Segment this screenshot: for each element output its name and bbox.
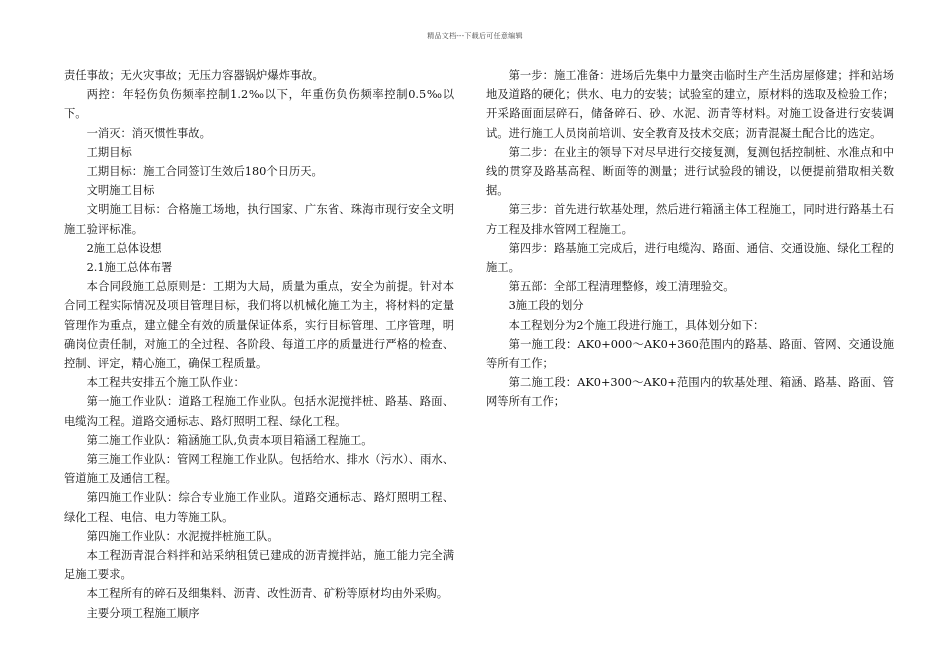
paragraph: 工期目标：施工合同签订生效后180个日历天。 bbox=[86, 165, 323, 179]
paragraph: 第二施工作业队：箱涵施工队,负责本项目箱涵工程施工。 bbox=[86, 433, 373, 447]
page-header: 精品文档---下载后可任意编辑 bbox=[427, 32, 523, 40]
paragraph: 主要分项工程施工顺序 bbox=[86, 606, 200, 620]
paragraph: 第二步：在业主的领导下对尽早进行交接复测，复测包括控制桩、水准点和中线的贯穿及路基高程、断面等的测量；进行试验段的铺设，以便提前猎取相关数据。 bbox=[486, 145, 894, 198]
paragraph: 本工程所有的碎石及细集料、沥青、改性沥青、矿粉等原材均由外采购。 bbox=[86, 587, 449, 601]
paragraph: 第一施工作业队：道路工程施工作业队。包括水泥搅拌桩、路基、路面、电缆沟工程。道路交通标志、路灯照明工程、绿化工程。 bbox=[64, 395, 454, 428]
paragraph: 第五部：全部工程清理整修，竣工清理验交。 bbox=[508, 280, 735, 294]
paragraph: 本工程共安排五个施工队作业： bbox=[86, 376, 245, 390]
paragraph: 本工程划分为2个施工段进行施工，具体划分如下： bbox=[508, 318, 765, 332]
paragraph: 第一施工段：AK0+000～AK0+360范围内的路基、路面、管网、交通设施等所有工作； bbox=[486, 337, 894, 371]
paragraph: 第四施工作业队：水泥搅拌桩施工队。 bbox=[86, 529, 279, 543]
paragraph: 第三步：首先进行软基处理，然后进行箱涵主体工程施工，同时进行路基土石方工程及排水管网工程施工。 bbox=[486, 203, 894, 236]
paragraph: 第四步：路基施工完成后，进行电缆沟、路面、通信、交通设施、绿化工程的施工。 bbox=[486, 241, 894, 275]
right-column bbox=[486, 66, 894, 412]
paragraph: 第三施工作业队：管网工程施工作业队。包括给水、排水（污水）、雨水、管道施工及通信工程。 bbox=[64, 453, 454, 486]
paragraph: 本合同段施工总原则是：工期为大局，质量为重点，安全为前提。针对本合同工程实际情况及项目管理目标，我们将以机械化施工为主，将材料的定量管理作为重点，建立健全有效的质量保证体系，实行目标管理、工序管理，明确岗位责任制，对施工的全过程、各阶段、每道工序的质量进行严格的检查、控制、评定，精心施工，确保工程质量。 bbox=[64, 280, 454, 371]
paragraph: 第二施工段：AK0+300～AK0+范围内的软基处理、箱涵、路基、路面、管网等所有工作； bbox=[486, 376, 894, 409]
paragraph: 两控：年轻伤负伤频率控制1.2‰以下，年重伤负伤频率控制0.5‰以下。 bbox=[64, 88, 454, 121]
paragraph: 3施工段的划分 bbox=[508, 299, 584, 313]
paragraph: 本工程沥青混合料拌和站采纳租赁已建成的沥青搅拌站，施工能力完全满足施工要求。 bbox=[64, 549, 454, 582]
paragraph: 2.1施工总体布署 bbox=[86, 261, 173, 275]
paragraph: 2施工总体设想 bbox=[86, 241, 162, 255]
paragraph: 一消灭：消灭惯性事故。 bbox=[86, 126, 211, 140]
paragraph: 工期目标 bbox=[86, 145, 132, 159]
paragraph: 文明施工目标 bbox=[86, 184, 155, 198]
paragraph: 责任事故；无火灾事故；无压力容器锅炉爆炸事故。 bbox=[64, 69, 324, 82]
paragraph: 第四施工作业队：综合专业施工作业队。道路交通标志、路灯照明工程、绿化工程、电信、电力等施工队。 bbox=[64, 491, 454, 524]
paragraph: 文明施工目标：合格施工场地，执行国家、广东省、珠海市现行安全文明施工验评标准。 bbox=[64, 203, 454, 236]
left-column bbox=[64, 66, 454, 623]
paragraph: 第一步：施工准备：进场后先集中力量突击临时生产生活房屋修建；拌和站场地及道路的硬化；供水、电力的安装；试验室的建立，原材料的选取及检验工作；开采路面面层碎石，储备碎石、砂、水泥、沥青等材料。对施工设备进行安装调试。进行施工人员岗前培训、安全教育及技术交底；沥青混凝土配合比的选定。 bbox=[486, 69, 894, 140]
